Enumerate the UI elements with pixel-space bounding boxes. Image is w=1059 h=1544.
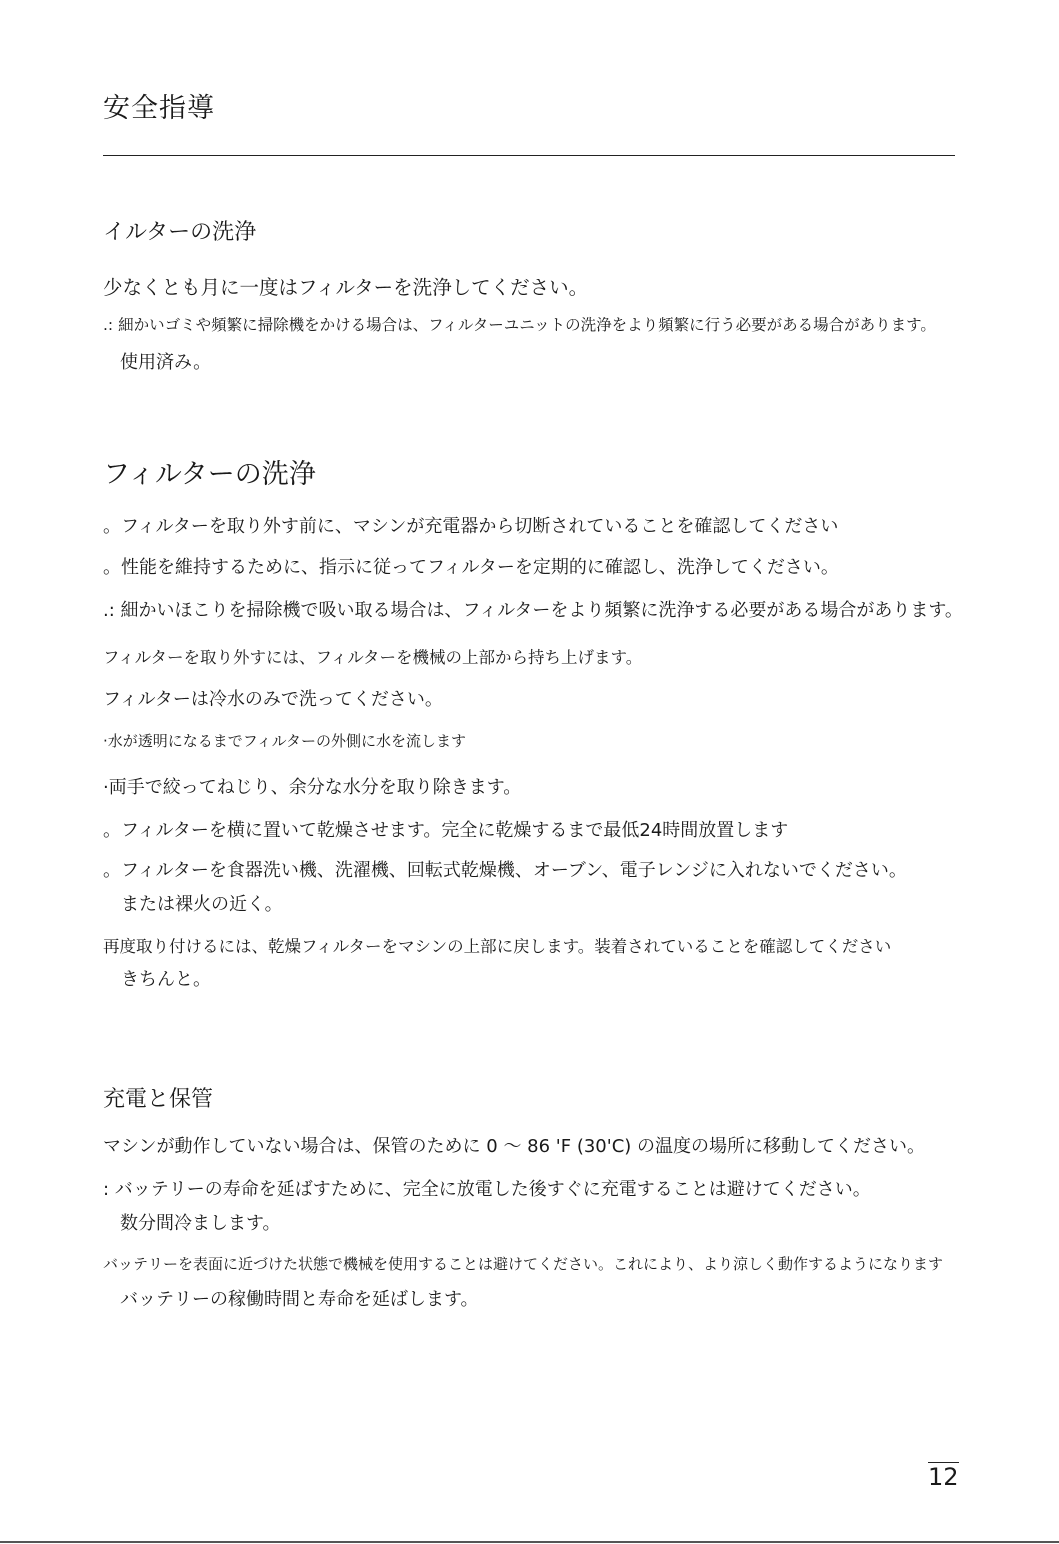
note-line: .: 細かいほこりを掃除機で吸い取る場合は、フィルターをより頻繁に洗浄する必要がある場合があります。 [103, 600, 963, 621]
bullet-continuation: または裸火の近く。 [121, 894, 283, 915]
note-line: .: 細かいゴミや頻繁に掃除機をかける場合は、フィルターユニットの洗浄をより頻繁に行う必要がある場合があります。 [103, 316, 936, 334]
bullet-line: 。フィルターを食器洗い機、洗濯機、回転式乾燥機、オーブン、電子レンジに入れないでください。 [103, 860, 907, 881]
section-heading-charging-storage: 充電と保管 [103, 1087, 214, 1112]
body-continuation: きちんと。 [121, 969, 211, 990]
step-line: ·両手で絞ってねじり、余分な水分を取り除きます。 [103, 777, 522, 798]
body-line: 少なくとも月に一度はフィルターを洗浄してください。 [103, 276, 589, 299]
bullet-line: 。フィルターを取り外す前に、マシンが充電器から切断されていることを確認してください [103, 516, 839, 537]
section-heading-filter-cleaning: フィルターの洗浄 [103, 459, 316, 490]
page-header: 安全指導 [103, 93, 215, 124]
note-line: : バッテリーの寿命を延ばすために、完全に放電した後すぐに充電することは避けてください。 [103, 1179, 871, 1200]
bullet-line: 。性能を維持するために、指示に従ってフィルターを定期的に確認し、洗浄してください。 [103, 557, 839, 578]
note-continuation: 使用済み。 [120, 352, 212, 373]
body-continuation: バッテリーの稼働時間と寿命を延ばします。 [120, 1289, 479, 1310]
note-continuation: 数分間冷まします。 [120, 1213, 281, 1234]
body-line: フィルターを取り外すには、フィルターを機械の上部から持ち上げます。 [103, 648, 643, 667]
header-divider [103, 155, 955, 156]
step-line: ·水が透明になるまでフィルターの外側に水を流します [103, 732, 466, 750]
bullet-line: 。フィルターを横に置いて乾燥させます。完全に乾燥するまで最低24時間放置します [103, 820, 789, 841]
body-line: フィルターは冷水のみで洗ってください。 [103, 689, 443, 710]
body-line: 再度取り付けるには、乾燥フィルターをマシンの上部に戻します。装着されていることを確認してください [103, 937, 892, 956]
body-line: バッテリーを表面に近づけた状態で機械を使用することは避けてください。これにより、より涼しく動作するようになります [103, 1255, 944, 1273]
body-line: マシンが動作していない場合は、保管のために 0 〜 86 'F (30'C) の温度の場所に移動してください。 [103, 1136, 925, 1157]
page-number: 12 [928, 1463, 959, 1491]
bottom-divider [0, 1541, 1059, 1543]
section-heading-filter-cleaning-short: イルターの洗浄 [103, 220, 257, 245]
